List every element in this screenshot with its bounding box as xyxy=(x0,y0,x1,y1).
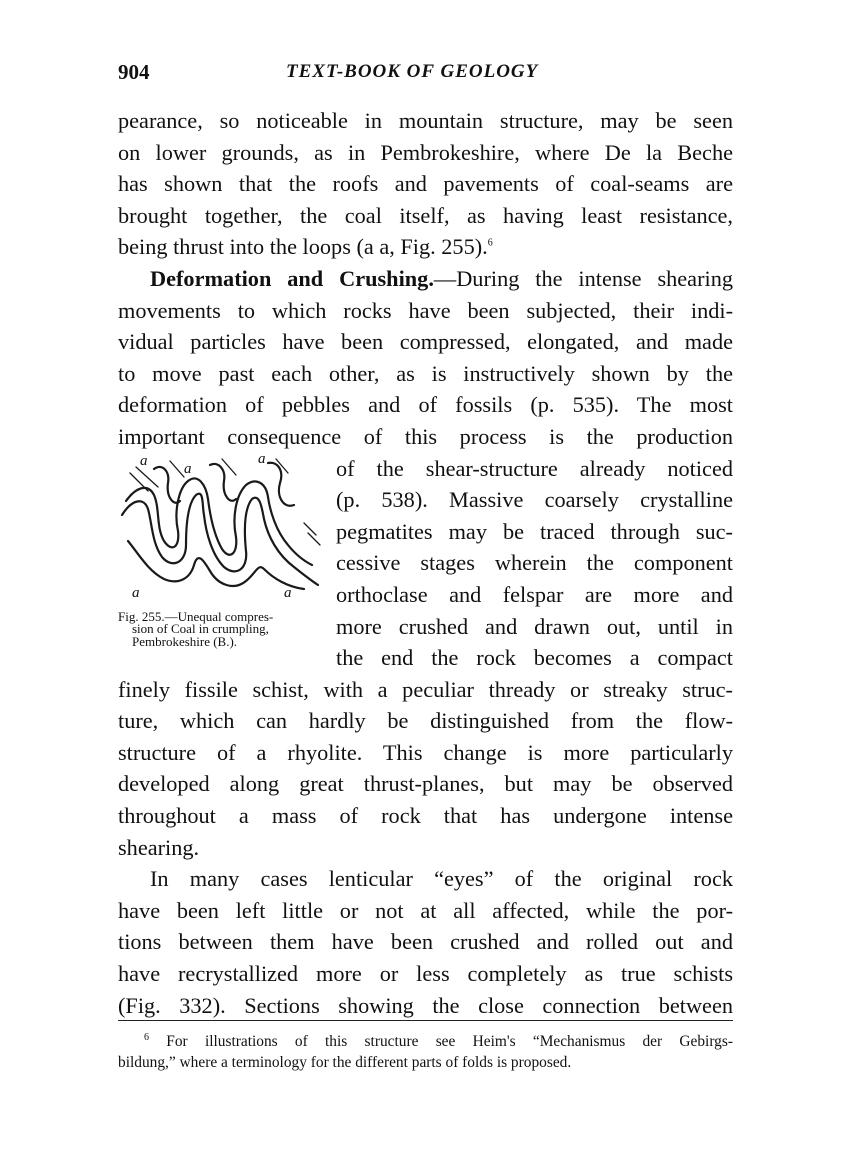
coal-crumpling-diagram xyxy=(118,453,328,603)
page-number: 904 xyxy=(118,60,150,84)
text-line-content: —During the intense shearing xyxy=(433,265,733,291)
caption-line: Pembrokeshire (B.). xyxy=(132,633,238,649)
text-line xyxy=(118,231,733,263)
fold-line-lower xyxy=(128,541,304,589)
paragraph-1 xyxy=(118,105,733,263)
text-line: brought together, the coal itself, as having least resistance, xyxy=(118,202,733,228)
figure-255 xyxy=(118,453,336,674)
text-line: have recrystallized more or less completely as true schists xyxy=(118,961,733,987)
figure-wrap xyxy=(118,453,733,674)
text-line: tions between them have been crushed and rolled out and xyxy=(118,929,733,955)
text-line xyxy=(118,263,733,295)
text-line-content: being thrust into the loops (a a, Fig. 255). xyxy=(118,234,488,260)
paragraph-3 xyxy=(118,863,733,1021)
text-line: orthoclase and felspar are more and xyxy=(336,581,733,607)
text-line: pearance, so noticeable in mountain structure, may be seen xyxy=(118,108,733,133)
text-line: important consequence of this process is the production xyxy=(118,423,733,449)
text-line: on lower grounds, as in Pembrokeshire, where De la Beche xyxy=(118,139,733,165)
text-line: cessive stages wherein the component xyxy=(336,550,733,576)
text-line: (Fig. 332). Sections showing the close connection between xyxy=(118,992,733,1018)
footnote-line: bildung,” where a terminology for the different parts of folds is proposed. xyxy=(118,1054,572,1071)
text-line: the end the rock becomes a compact xyxy=(336,645,733,671)
figure-label-a: a xyxy=(132,584,140,601)
text-line: deformation of pebbles and of fossils (p. 535). The most xyxy=(118,392,733,418)
text-line: more crushed and drawn out, until in xyxy=(336,613,733,639)
text-line: pegmatites may be traced through suc- xyxy=(336,518,733,544)
running-header xyxy=(118,60,733,94)
footnote xyxy=(118,1031,733,1073)
text-line: In many cases lenticular “eyes” of the original rock xyxy=(150,866,733,892)
text-line: throughout a mass of rock that has undergone intense xyxy=(118,803,733,829)
text-line: shearing. xyxy=(118,834,200,860)
text-line: finely fissile schist, with a peculiar thready or streaky struc- xyxy=(118,676,733,702)
fold-line-top xyxy=(154,462,294,505)
text-line: has shown that the roofs and pavements of coal-seams are xyxy=(118,171,733,197)
text-line: developed along great thrust-planes, but may be observed xyxy=(118,771,733,797)
text-line: to move past each other, as is instructively shown by the xyxy=(118,360,733,386)
paragraph-2 xyxy=(118,263,733,863)
running-title: TEXT-BOOK OF GEOLOGY xyxy=(286,61,539,82)
figure-label-a: a xyxy=(284,584,292,601)
footnote-text: For illustrations of this structure see Heim's “Mechanismus der Gebirgs- xyxy=(166,1033,733,1050)
figure-label-a: a xyxy=(184,460,192,477)
figure-label-a: a xyxy=(140,452,148,469)
fold-line-hatch xyxy=(130,459,320,545)
body-text xyxy=(118,105,733,1021)
text-line: vidual particles have been compressed, elongated, and made xyxy=(118,329,733,355)
figure-caption xyxy=(118,608,336,649)
text-line: (p. 538). Massive coarsely crystalline xyxy=(336,487,733,513)
text-line: structure of a rhyolite. This change is more particularly xyxy=(118,739,733,765)
figure-label-a: a xyxy=(258,452,266,467)
text-line: of the shear-structure already noticed xyxy=(336,455,733,481)
section-heading: Deformation and Crushing. xyxy=(150,265,434,291)
footnote-reference: 6 xyxy=(487,237,493,249)
text-line: movements to which rocks have been subjected, their indi- xyxy=(118,297,733,323)
fold-line-outer xyxy=(126,478,312,565)
caption-line: sion of Coal in crumpling, xyxy=(132,621,269,637)
text-line: have been left little or not at all affected, while the por- xyxy=(118,897,733,923)
figure-side-text xyxy=(336,453,733,674)
footnote-marker: 6 xyxy=(144,1031,149,1043)
footnote-line xyxy=(118,1031,733,1052)
text-line: ture, which can hardly be distinguished from the flow- xyxy=(118,708,733,734)
caption-line: Fig. 255.—Unequal compres- xyxy=(118,608,274,624)
footnote-divider xyxy=(118,1020,733,1021)
page xyxy=(118,60,733,1021)
